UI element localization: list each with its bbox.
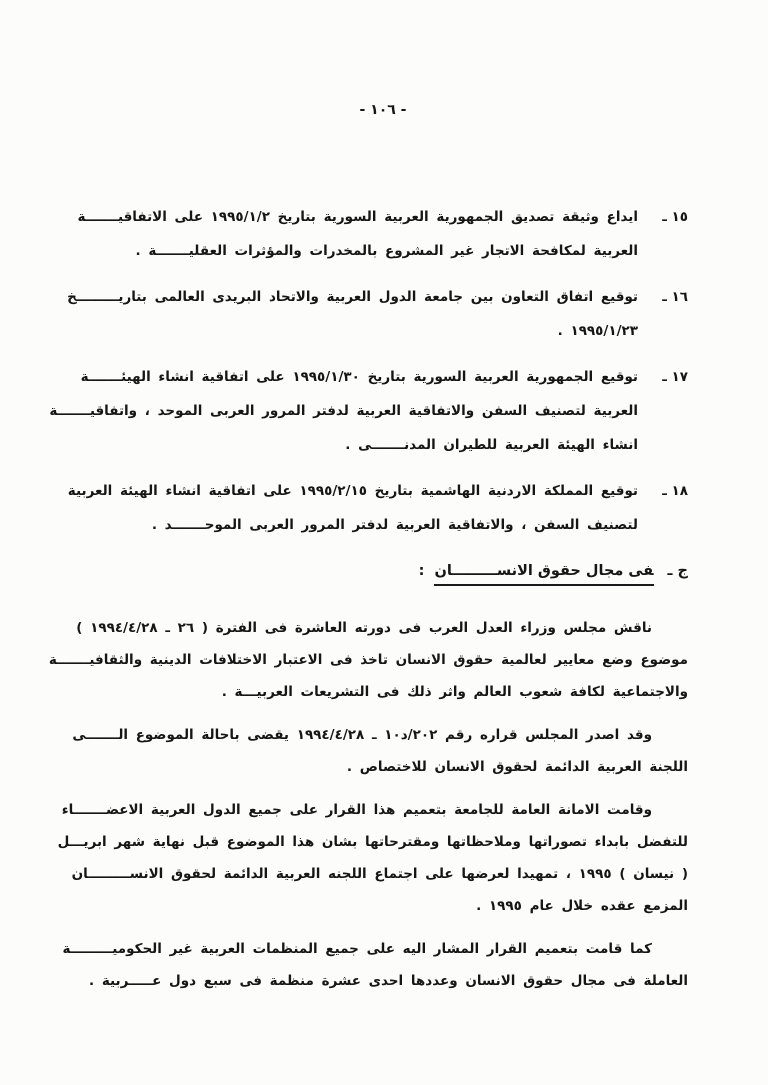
list-item	[67, 280, 688, 348]
text-line: ( نيسان ) ١٩٩٥ ، تمهيدا لعرضها على اجتماع اللجنه العربية الدائمة لحقوق الانســـــــــان	[71, 866, 688, 882]
text-line: العربية لمكافحة الاتجار غير المشروع بالمخدرات والمؤثرات العقليـــــــة .	[135, 243, 638, 259]
items-list	[49, 200, 688, 542]
item-text	[49, 360, 638, 462]
text-line: توقيع اتفاق التعاون بين جامعة الدول العربية والاتحاد البريدى العالمى بتاريـــــــــخ	[67, 289, 638, 305]
item-text	[67, 474, 638, 542]
text-line: انشاء الهيئة العربية للطيران المدنـــــــى .	[345, 437, 638, 453]
item-text	[78, 200, 638, 268]
text-line: ايداع وثيقة تصديق الجمهورية العربية السورية بتاريخ ١٩٩٥/١/٢ على الاتفاقيـــــــة	[77, 209, 638, 225]
text-line: ناقش مجلس وزراء العدل العرب فى دورته العاشرة فى الفترة ( ٢٦ ـ ١٩٩٤/٤/٢٨ )	[76, 620, 652, 636]
text-line: لتصنيف السفن ، والاتفاقية العربية لدفتر المرور العربى الموحـــــــد .	[151, 517, 638, 533]
text-line: العاملة فى مجال حقوق الانسان وعددها احدى عشرة منظمة فى سبع دول عـــــربية .	[89, 973, 688, 989]
item-number: ١٦ ـ	[662, 289, 688, 305]
paragraph	[72, 719, 688, 783]
text-line: وقامت الامانة العامة للجامعة بتعميم هذا القرار على جميع الدول العربية الاعضـــــــاء	[61, 802, 652, 818]
section-heading	[78, 556, 688, 586]
list-item	[78, 200, 688, 268]
item-number: ١٨ ـ	[662, 483, 688, 499]
page-number: - ١٠٦ -	[359, 102, 407, 118]
section-letter: ج ـ	[667, 563, 688, 579]
section-title: فى مجال حقوق الانســـــــــان	[434, 563, 653, 586]
list-item	[67, 474, 688, 542]
paragraph	[48, 612, 688, 708]
section-colon: :	[418, 563, 425, 579]
item-number: ١٥ ـ	[662, 209, 688, 225]
text-line: وقد اصدر المجلس قراره رقم ٢٠٢/د١٠ ـ ١٩٩٤/٤/٢٨ يقضى باحالة الموضوع الـــــــى	[72, 727, 652, 743]
paragraphs	[48, 612, 688, 997]
text-line: العربية لتصنيف السفن والاتفاقية العربية لدفتر المرور العربى الموحد ، واتفاقيـــــــة	[49, 403, 638, 419]
text-line: اللجنة العربية الدائمة لحقوق الانسان للاختصاص .	[346, 759, 688, 775]
list-item	[49, 360, 688, 462]
item-text	[67, 280, 638, 348]
paragraph	[57, 794, 688, 922]
text-line: ١٩٩٥/١/٢٣ .	[557, 323, 638, 339]
item-number: ١٧ ـ	[662, 369, 688, 385]
text-line: توقيع المملكة الاردنية الهاشمية بتاريخ ١٩٩٥/٢/١٥ على اتفاقية انشاء الهيئة العربية	[67, 483, 638, 499]
text-line: موضوع وضع معايير لعالمية حقوق الانسان تاخذ فى الاعتبار الاختلافات الدينية والثقافيـــــــة	[48, 652, 688, 668]
text-line: والاجتماعية لكافة شعوب العالم واثر ذلك فى التشريعات العربيـــة .	[221, 684, 688, 700]
paragraph	[62, 933, 688, 997]
text-line: للتفضل بابداء تصوراتها وملاحظاتها ومقترحاتها بشان هذا الموضوع قبل نهاية شهر ابريـــل	[57, 834, 688, 850]
text-line: كما قامت بتعميم القرار المشار اليه على جميع المنظمات العربية غير الحكوميـــــــــة	[62, 941, 652, 957]
text-line: المزمع عقده خلال عام ١٩٩٥ .	[476, 898, 688, 914]
text-line: توقيع الجمهورية العربية السورية بتاريخ ١٩٩٥/١/٣٠ على اتفاقية انشاء الهيئـــــــة	[80, 369, 638, 385]
